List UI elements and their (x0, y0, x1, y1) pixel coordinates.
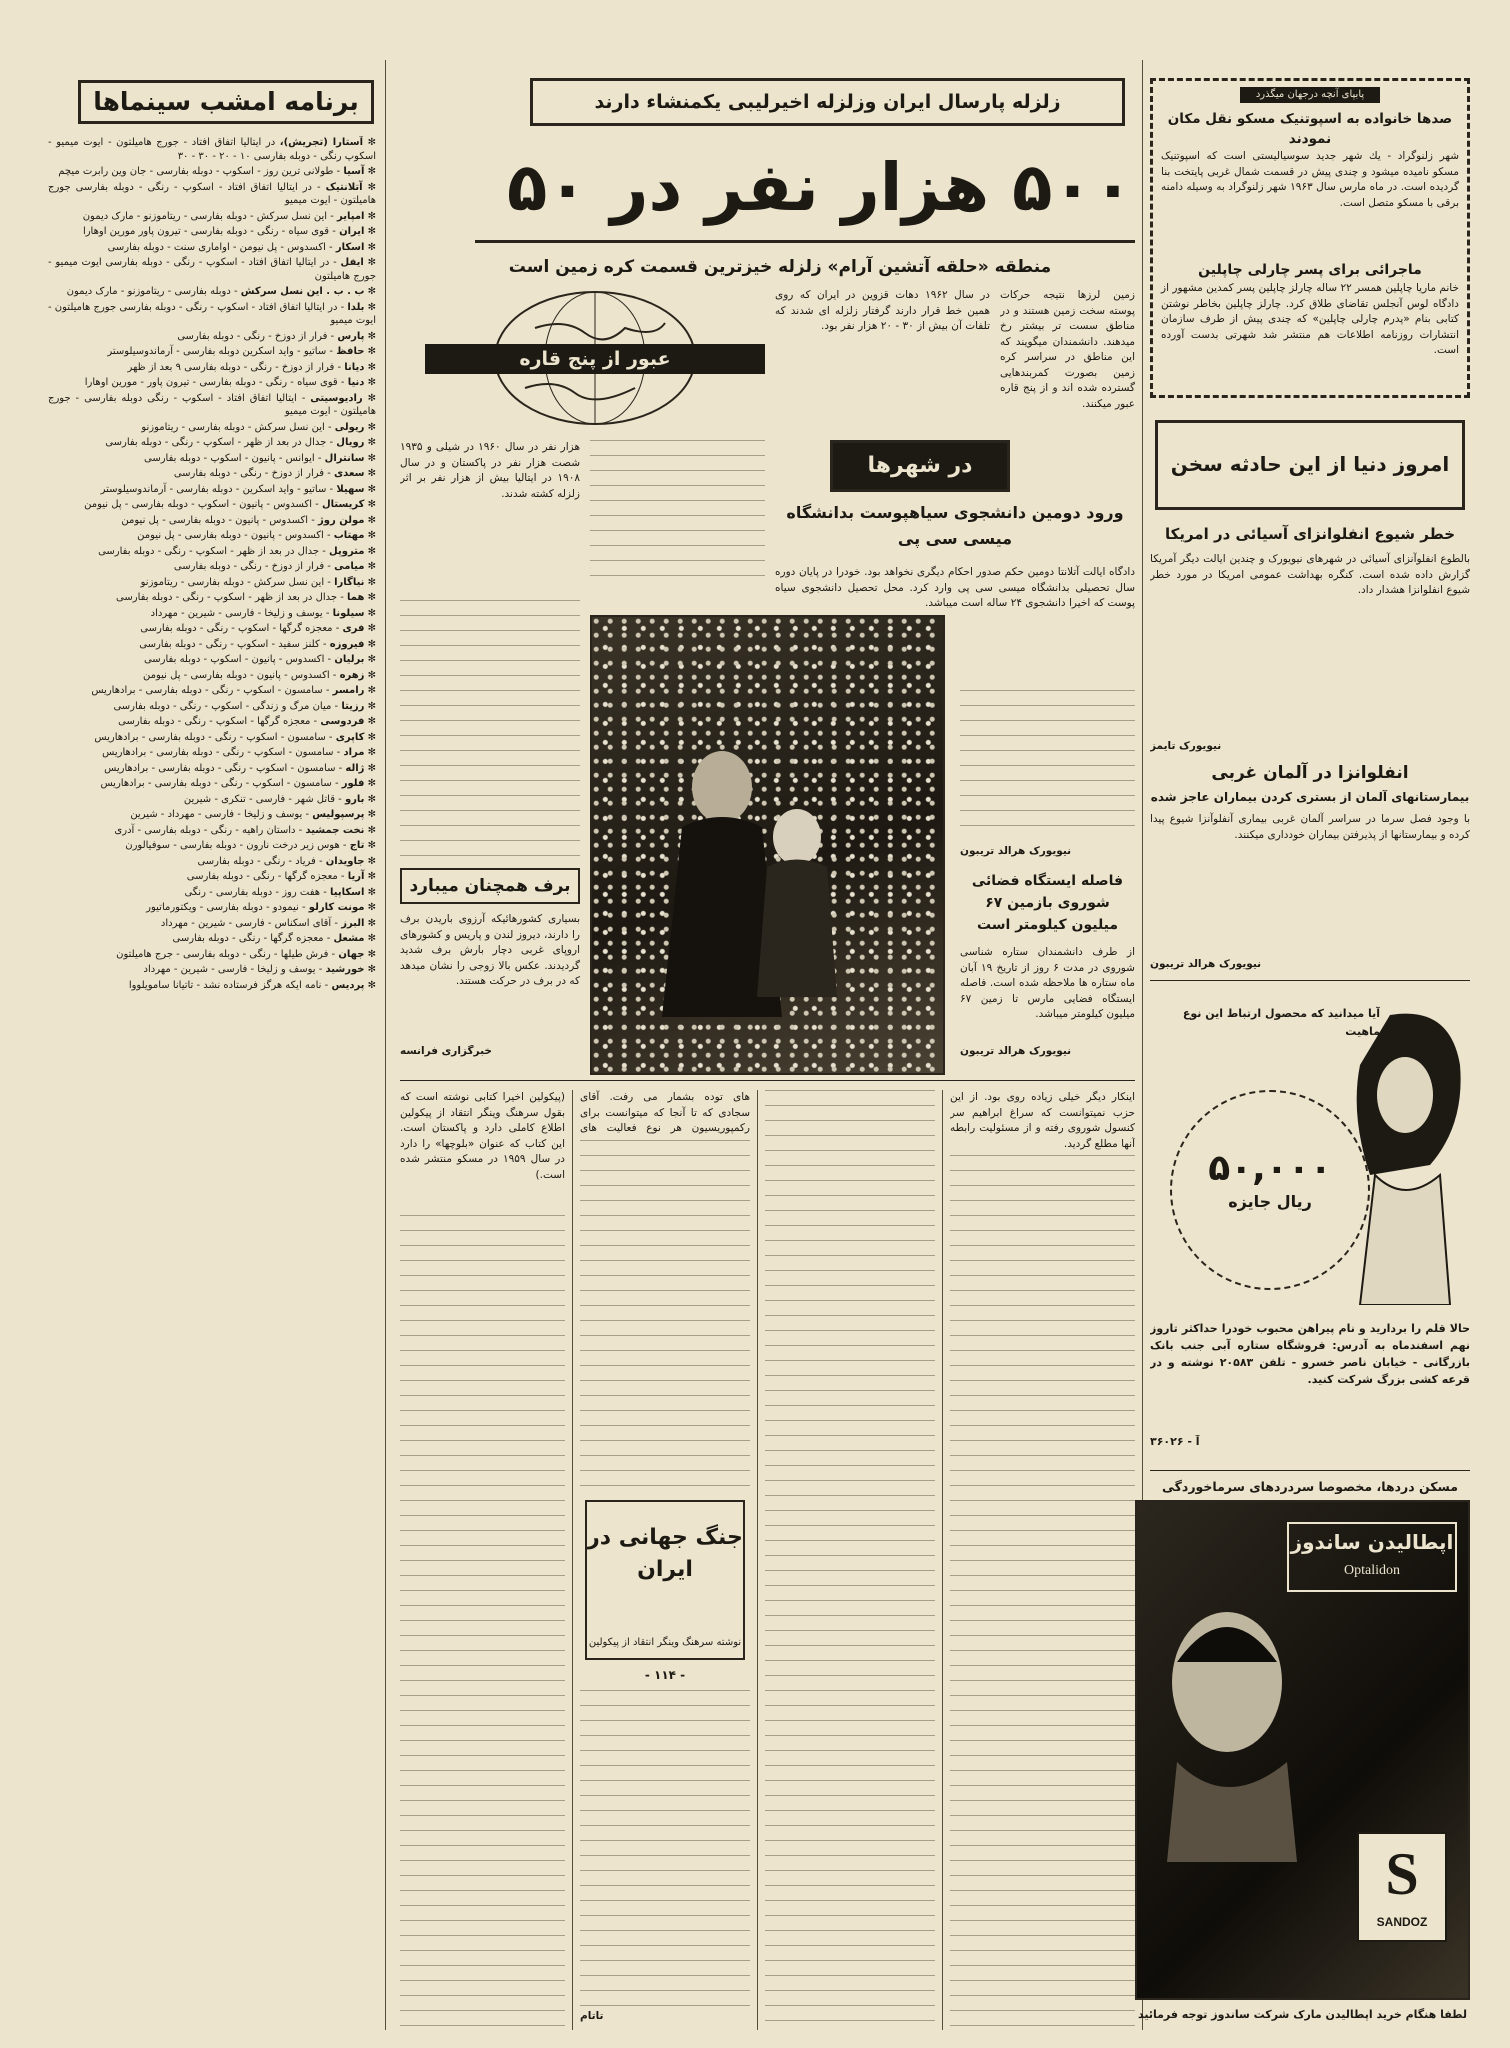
cinema-listing (48, 483, 376, 497)
cinema-name: حافظ (336, 346, 365, 357)
cinema-program: - فرار از دوزخ - رنگی - دوبله بفارسی (173, 468, 331, 479)
cinema-program: - هوس زیر درخت نارون - دوبله بفارسی - سوفیالورن (125, 840, 347, 851)
cinema-program: - جدال در بعد از ظهر - اسکوپ - رنگی - دوبله بفارسی (116, 592, 344, 603)
bullet-icon: ✻ (364, 809, 376, 820)
cinema-listing (48, 136, 376, 163)
cinema-listing (48, 855, 376, 869)
cinema-name: دنیا (347, 377, 365, 388)
cinema-listing (48, 948, 376, 962)
optalidon-advertisement (1135, 1500, 1470, 2000)
cinema-program: - قوی سیاه - رنگی - دوبله بفارسی - تیرون پاور مورین اوهارا (82, 226, 336, 237)
cinema-program: - اکسدوس - پانیون - اسکوپ - دوبله بفارسی (143, 654, 332, 665)
bullet-icon: ✻ (364, 778, 376, 789)
cinema-listing (48, 545, 376, 559)
cinema-listing (48, 576, 376, 590)
cinema-listing (48, 669, 376, 683)
bullet-icon: ✻ (364, 576, 376, 588)
chaplin-body: خانم ماریا چاپلین همسر ۲۲ ساله چارلز چاپلین پسر کمدین مشهور از دادگاه لوس آنجلس تقاضای طلاق کرد. چارلز چاپلین بخاطر نوشتن کتابی بنام «پدرم چارلی چاپلین» که چندی پیش از طرف سازمان انتشارات روزنامه اطلاعات هم منتشر شد شهرتی بدست آورده است. (1161, 282, 1459, 356)
cinema-name: فری (342, 623, 365, 634)
shirt-ad-code: آ - ۳۶۰۲۶ (1150, 1435, 1200, 1448)
bullet-icon: ✻ (364, 964, 376, 975)
cinema-name: بارو (344, 793, 365, 805)
cinema-listing (48, 301, 376, 328)
cinema-name: کاپری (335, 731, 365, 743)
cinema-name: ب . ب . این نسل سرکش (240, 286, 365, 297)
shirt-prize-unit: ریال جایزه (1228, 1192, 1312, 1211)
cinema-listing (48, 181, 376, 208)
cinema-program: - معجزه گرگها - اسکوپ - رنگی - دوبله بفارسی (118, 716, 318, 727)
serial-col2-text: های توده بشمار می رفت. آقای سجادی که تا آنجا که میتوانست برای رکمپوریسیون هر نوع فعالیت های (580, 1091, 750, 1134)
serial-col1-lines (400, 1215, 565, 2030)
cinema-program: - یوسف و زلیخا - فارسی - شیرین - مهرداد (143, 964, 323, 975)
bullet-icon: ✻ (364, 530, 376, 541)
cinema-listing (48, 793, 376, 807)
cinema-name: برلیان (334, 654, 365, 665)
cinema-program: - در ایتالیا اتفاق افتاد - اسکوپ - رنگی - دوبله بفارسی ایوت میمیو - جورج هامیلتون (48, 257, 376, 282)
bullet-icon: ✻ (364, 499, 376, 510)
bullet-icon: ✻ (363, 137, 376, 148)
column-divider (385, 60, 386, 2030)
snow-body: بسیاری کشورهائیکه آرزوی باریدن برف را دارند، دیروز لندن و پاریس و کشورهای اروپای غربی دچار بارش برف شدید گردیدند. عکس بالا زوجی را نشان میدهد که در برف در حرکت هستند. (400, 913, 580, 987)
serial-signature: تاتام (580, 2010, 604, 2022)
bullet-icon: ✻ (363, 257, 376, 268)
prize-circle (1170, 1090, 1370, 1290)
cinema-name: فردوسی (320, 716, 365, 727)
cinema-listing (48, 653, 376, 667)
lead-headline: ۵۰۰ هزار نفر در ۵۰ (507, 149, 1133, 226)
cinema-listing (48, 285, 376, 299)
serial-col4-text: اینکار دیگر خیلی زیاده روی بود. از این حزب نمیتوانست که سراغ ابراهیم سر کنسول شوروی رفته و از مسئولیت رابطه آنها مطلع گردید. (950, 1091, 1135, 1150)
cinema-listing (48, 560, 376, 574)
bullet-icon: ✻ (364, 654, 376, 665)
cinema-listing (48, 436, 376, 450)
bullet-icon: ✻ (364, 638, 376, 650)
cinema-listing (48, 210, 376, 224)
bullet-icon: ✻ (364, 301, 376, 313)
cinema-program: - قوی سیاه - رنگی - دوبله بفارسی - تیرون پاور - مورین اوهارا (84, 377, 345, 388)
cinema-listing (48, 467, 376, 481)
cinema-name: رامسر (332, 685, 365, 696)
cinema-listing (48, 746, 376, 760)
cities-body: دادگاه ایالت آتلانتا دومین حکم صدور احکام دیگری نخواهد بود. خودرا در پایان دوره سال تحصیلی بدانشگاه میسی سی پی وارد کرد. محل تحصیل دانشجوی سیاه پوست که اخیرا دانشجوی ۲۴ ساله است میباشد. (775, 566, 1135, 609)
bullet-icon: ✻ (364, 514, 376, 526)
cinema-name: نیاگارا (334, 576, 365, 588)
germany-flu-body: با وجود فصل سرما در سراسر آلمان غربی بیماری آنفلوآنزا شیوع پیدا کرده و بیمارستانها از پذیرفتن بیماران خودداری میکنند. (1150, 813, 1470, 841)
bullet-icon: ✻ (362, 181, 376, 193)
cities-headline: ورود دومین دانشجوی سیاهپوست بدانشگاه میسی سی پی (786, 503, 1124, 548)
serial-col2b-lines (580, 1690, 750, 2010)
cinema-listing (48, 392, 376, 419)
cinema-name: اسکاپیا (330, 886, 365, 898)
optalidon-brand-fa: اپطالیدن ساندوز (1290, 1530, 1454, 1554)
shirt-ad-top: آیا میدانید که محصول ارتباط این نوع ماهیت (1182, 1007, 1380, 1038)
bullet-icon: ✻ (364, 346, 376, 357)
cinema-program: - سامسون - اسکوپ - رنگی - دوبله بفارسی - برادهاریس (102, 747, 341, 758)
cinema-program: - این نسل سرکش - دوبله بفارسی - ریتاموزنو - مارک دیمون (82, 210, 334, 222)
cinema-program: - اکسدوس - پانیون - دوبله بفارسی - پل نیومن (137, 530, 331, 541)
cinema-name: میامی (334, 561, 365, 572)
flu-headline: خطر شیوع انفلوانزای آسیائی در امریکا (1164, 525, 1456, 543)
optalidon-brand-box (1287, 1522, 1457, 1592)
cinema-name: مشعل (333, 933, 365, 944)
bullet-icon: ✻ (364, 948, 376, 960)
war-book-subtitle: نوشته سرهنگ وینگر انتقاد از پیکولین (588, 1637, 742, 1648)
cinema-listing (48, 165, 376, 179)
cinema-listing (48, 638, 376, 652)
optalidon-bottom: لطفا هنگام خرید اپطالیدن مارک شرکت ساندوز توجه فرمائید (1137, 2008, 1468, 2021)
cinema-name: پارس (337, 330, 365, 342)
germany-flu-subhead: بیمارستانهای آلمان از بستری کردن بیماران عاجز شده (1150, 790, 1470, 804)
bullet-icon: ✻ (364, 561, 376, 572)
bullet-icon: ✻ (364, 747, 376, 758)
cinema-name: سعدی (334, 468, 365, 479)
bullet-icon: ✻ (364, 855, 376, 867)
cinema-name: سیلونا (332, 607, 365, 619)
war-book-title: جنگ جهانی در ایران (587, 1525, 743, 1582)
cinema-listing (48, 514, 376, 528)
cinema-name: آریا (347, 871, 365, 882)
cinema-name: پردیس (331, 979, 365, 991)
cinema-name: مراد (343, 747, 365, 758)
snow-photo (590, 615, 945, 1075)
cinema-program: در ایتالیا اتفاق افتاد - جورج هامیلتون - ایوت میمیو - اسکوپ رنگی - دوبله بفارسی ۱۰ - ۲۰ - ۳۰ - ۳۰ (48, 137, 376, 162)
cinema-program: - اکسدوس - پل نیومن - اواماری سنت - دوبله بفارسی (107, 241, 333, 253)
bullet-icon: ✻ (364, 361, 376, 373)
cinema-listing (48, 824, 376, 838)
cinema-program: - نامه ایکه هرگز فرستاده نشد - تاتیانا سامویلووا (128, 979, 329, 991)
bullet-icon: ✻ (364, 421, 376, 433)
bullet-icon: ✻ (364, 377, 376, 388)
globe-caption: عبور از پنج قاره (519, 348, 671, 370)
bullet-icon: ✻ (364, 793, 376, 805)
germany-flu-source: نیویورک هرالد تریبون (1150, 958, 1262, 970)
bullet-icon: ✻ (364, 592, 376, 603)
ad-man-illustration (1147, 1562, 1297, 1862)
cinema-listing (48, 932, 376, 946)
shirt-advertisement (1150, 985, 1470, 1465)
cinema-listing (48, 839, 376, 853)
cinema-program: - نیمودو - دوبله بفارسی - ویکتورماتیور (146, 902, 306, 913)
bullet-icon: ✻ (364, 840, 376, 851)
bullet-icon: ✻ (364, 545, 376, 557)
cinema-listing (48, 361, 376, 375)
bullet-icon: ✻ (364, 166, 376, 177)
cinema-listing (48, 715, 376, 729)
world-today-banner (1155, 420, 1465, 510)
sandoz-maker: SANDOZ (1376, 1915, 1428, 1929)
cinema-program: - سامسون - اسکوپ - رنگی - دوبله بفارسی - برادهاریس (91, 685, 330, 696)
serial-col3-lines (765, 1090, 935, 2030)
cinema-listing (48, 684, 376, 698)
cinema-program: - ساتیو - واید اسکرین - دوبله بفارسی - آرماندوسیلوستر (100, 483, 334, 495)
cities-text-lines (960, 690, 1135, 840)
cinema-name: آستارا (تجریش)، (279, 137, 363, 148)
cinema-name: آسیا (343, 166, 365, 177)
world-today-title: امروز دنیا از این حادثه سخن (1170, 452, 1450, 476)
cinema-name: سهیلا (336, 483, 365, 495)
bullet-icon: ✻ (364, 483, 376, 495)
cinema-listing (48, 901, 376, 915)
bullet-icon: ✻ (364, 210, 376, 222)
war-book-ad (585, 1500, 745, 1660)
cinema-name: ایفل (340, 257, 364, 268)
cinema-name: پرسپولیس (312, 809, 365, 820)
cinema-program: - جدال در بعد از ظهر - اسکوپ - رنگی - دوبله بفارسی (105, 437, 334, 448)
cinema-program: - فریاد - رنگی - دوبله بفارسی (197, 855, 323, 867)
cinema-program: - این نسل سرکش - دوبله بفارسی - ریتاموزنو (140, 576, 331, 588)
bullet-icon: ✻ (364, 700, 376, 712)
cinema-name: نخت جمشید (305, 824, 365, 836)
bullet-icon: ✻ (362, 392, 376, 404)
bullet-icon: ✻ (364, 468, 376, 479)
cinema-listing (48, 700, 376, 714)
germany-flu-headline: انفلوانزا در آلمان غربی (1211, 763, 1409, 783)
cinema-listing (48, 256, 376, 283)
bullet-icon: ✻ (364, 685, 376, 696)
serial-col2-lines (580, 1140, 750, 1495)
cinema-name: امپایر (337, 210, 365, 222)
cinema-name: رادیوسیتی (310, 392, 363, 404)
cinema-name: زهره (339, 669, 365, 681)
section-rule (400, 1080, 1135, 1081)
cinema-name: مولن روژ (318, 514, 365, 526)
cinema-listing (48, 979, 376, 993)
cinema-program: - فرار از دوزخ - رنگی - دوبله بفارسی (173, 561, 331, 572)
bullet-icon: ✻ (364, 286, 376, 297)
cinema-program: - فرار از دوزخ - رنگی - دوبله بفارسی ۹ بعد از ظهر (127, 361, 342, 373)
optalidon-top: مسکن دردها، مخصوصا سردردهای سرماخوردگی (1162, 1479, 1458, 1494)
headline-rule (475, 240, 1135, 243)
cinema-listing (48, 777, 376, 791)
globe-graphic (425, 288, 765, 428)
cinema-program: - آقای اسکناس - فارسی - شیرین - مهرداد (160, 917, 338, 929)
lead-body-col2: در سال ۱۹۶۲ دهات قزوین در ایران که روی همین خط قرار دارند گرفتار زلزله ای شدند که تلفات آن بیش از ۳۰ - ۲۰ هزار نفر بود. (775, 289, 990, 332)
cinema-program: - معجزه گرگها - رنگی - دوبله بفارسی (186, 871, 345, 882)
bullet-icon: ✻ (364, 762, 376, 774)
cinema-program: - دوبله بفارسی - ریتاموزنو - مارک دیمون (66, 286, 238, 297)
cinema-name: جهان (338, 948, 365, 960)
cinema-program: - یوسف و زلیخا - فارسی - مهرداد - شیرین (130, 809, 310, 820)
serial-divider-1 (572, 1090, 573, 2030)
cinema-name: فلور (341, 778, 365, 789)
cinema-listing (48, 498, 376, 512)
cinema-name: بلدا (347, 301, 365, 313)
cinema-listing (48, 421, 376, 435)
cinema-program: - جدال در بعد از ظهر - اسکوپ - رنگی - دوبله بفارسی (98, 545, 326, 557)
bullet-icon: ✻ (364, 902, 376, 913)
cinema-name: جاویدان (325, 855, 365, 867)
chaplin-headline: ماجرائی برای پسر چارلی چاپلین (1198, 262, 1422, 278)
cinema-program: - معجزه گرگها - رنگی - دوبله بفارسی (172, 933, 331, 944)
cinema-program: - در ایتالیا اتفاق افتاد - اسکوپ - رنگی - دوبله بفارسی جورج هامیلتون - ایوت میمیو (48, 301, 376, 326)
space-headline: فاصله ایستگاه فضائی شوروی بازمین ۶۷ میلیون کیلومتر است (971, 873, 1124, 933)
cinema-listing (48, 241, 376, 255)
cinema-program: - طولانی ترین روز - اسکوپ - دوبله بفارسی - جان وین رابرت میچم (58, 166, 341, 177)
bullet-icon: ✻ (364, 607, 376, 619)
snow-title-box (400, 868, 580, 904)
serial-divider-3 (942, 1090, 943, 2030)
cinema-name: ایران (339, 226, 365, 237)
cinema-program: - داستان راهیه - رنگی - دوبله بفارسی - آدری (114, 824, 303, 836)
shirt-prize: ۵۰,۰۰۰ (1208, 1148, 1332, 1189)
bullet-icon: ✻ (364, 437, 376, 448)
cinema-program: - قاتل شهر - فارسی - تنکری - شیرین (183, 793, 342, 805)
bullet-icon: ✻ (364, 669, 376, 681)
moscow-tag: پابپای آنچه درجهان میگذرد (1240, 87, 1380, 103)
cinema-listing (48, 376, 376, 390)
cinema-name: متروپل (329, 545, 365, 557)
ad-divider (1150, 980, 1470, 981)
moscow-box (1150, 78, 1470, 398)
bullet-icon: ✻ (364, 886, 376, 898)
cinema-name: ژاله (345, 762, 365, 774)
cinema-listing (48, 917, 376, 931)
cinema-listing (48, 591, 376, 605)
cinema-listing (48, 607, 376, 621)
lead-text-lines-2 (590, 440, 765, 590)
space-source: نیویورک هرالد تریبون (960, 1045, 1072, 1057)
flu-source: نیویورک تایمز (1150, 740, 1222, 752)
cinema-name: دیانا (344, 361, 365, 373)
space-body: از طرف دانشمندان ستاره شناسی شوروی در مدت ۶ روز از تاریخ ۱۹ آبان ماه ستاره ها ملاحظه شده است. فاصله ایستگاه فضایی مارس تا زمین ۶۷ میلیون کیلومتر میباشد. (960, 946, 1135, 1020)
cinema-name: سانترال (324, 452, 365, 464)
moscow-body: شهر زلنوگراد - یك شهر جدید سوسیالیستی است که اسپوتنیک مسکو نامیده میشود و چندی پیش در قسمت شمال غربی پایتخت بنا گردیده است. در ماه مارس سال ۱۹۶۳ شهر زلنوگراد به وسیله دامنه برقی با مسکو متصل است. (1161, 150, 1460, 209)
cities-source: نیویورک هرالد تریبون (960, 845, 1072, 857)
ad-divider-2 (1150, 1470, 1470, 1471)
bullet-icon: ✻ (364, 824, 376, 836)
cinema-name: ریولی (334, 421, 365, 433)
cinema-title-box (78, 80, 374, 124)
cinema-program: - ایوانس - پانیون - اسکوپ - دوبله بفارسی (144, 452, 322, 464)
bullet-icon: ✻ (364, 452, 376, 464)
cinema-listings (48, 136, 376, 2026)
cinema-listing (48, 762, 376, 776)
bullet-icon: ✻ (364, 917, 376, 929)
cinema-program: - سامسون - اسکوپ - رنگی - دوبله بفارسی - برادهاریس (104, 762, 343, 774)
flu-body: بالطوع انفلوآنزای آسیائی در شهرهای نیویورک و چندین ایالت دیگر آمریکا گزارش داده شده است. کنگره بهداشت عمومی امریکا در مورد خطر شیوع انفلوانزا هشدار داد. (1150, 553, 1470, 596)
optalidon-brand-en: Optalidon (1344, 1563, 1400, 1578)
cinema-program: - فرار از دوزخ - رنگی - دوبله بفارسی (177, 330, 335, 342)
cinema-name: هما (347, 592, 365, 603)
serial-divider-2 (757, 1090, 758, 2030)
lead-body-col3: هزار نفر در سال ۱۹۶۰ در شیلی و ۱۹۳۵ شصت هزار نفر در پاکستان و در سال ۱۹۰۸ در ایتالیا بیش از هزار نفر بر اثر زلزله کشته شدند. (400, 441, 580, 500)
cinema-program: - سامسون - اسکوپ - رنگی - دوبله بفارسی - برادهاریس (94, 731, 333, 743)
cinema-name: رزیتا (341, 700, 365, 712)
lead-text-lines (400, 600, 580, 860)
moscow-headline: صدها خانواده به اسپوتنیک مسکو نقل مکان نمودند (1167, 111, 1453, 147)
cinema-name: رویال (336, 437, 365, 448)
cinema-program: - اکسدوس - پانیون - دوبله بفارسی - پل نیومن (121, 514, 315, 526)
lead-subhead: منطقه «حلقه آتشین آرام» زلزله خیزترین قسمت کره زمین است (508, 257, 1052, 277)
cinema-listing (48, 330, 376, 344)
bullet-icon: ✻ (364, 933, 376, 944)
cinema-name: مونت کارلو (308, 902, 365, 913)
bullet-icon: ✻ (364, 871, 376, 882)
lead-kicker-box (530, 78, 1125, 126)
bullet-icon: ✻ (364, 716, 376, 727)
cinema-program: - ایتالیا اتفاق افتاد - اسکوپ - رنگی دوبله بفارسی - جورج هامیلتون - ایوت میمیو (48, 392, 376, 417)
bullet-icon: ✻ (364, 979, 376, 991)
cinema-name: اسکار (335, 241, 365, 253)
serial-intro: (پیکولین اخیرا کتابی نوشته است که بقول سرهنگ وینگر انتقاد از پیکولین اطلاع کاملی دارد و پاکستان است. این کتاب که عنوان «بلوچها» را دارد در سال ۱۹۵۹ در مسکو منتشر شده است.) (400, 1091, 565, 1181)
bullet-icon: ✻ (364, 330, 376, 342)
cinema-program: - اکسدوس - پانیون - اسکوپ - دوبله بفارسی - پل نیومن (84, 499, 319, 510)
cinema-program: - هفت روز - دوبله بفارسی - رنگی (184, 886, 327, 898)
cinema-listing (48, 808, 376, 822)
cinema-listing (48, 452, 376, 466)
bullet-icon: ✻ (364, 241, 376, 253)
cinema-listing (48, 529, 376, 543)
cinema-name: تاج (349, 840, 365, 851)
cinema-program: - فرش طیلها - رنگی - دوبله بفارسی - جرج هامیلتون (116, 948, 336, 960)
cinema-name: خورشید (325, 964, 365, 975)
cinema-program: - در ایتالیا اتفاق افتاد - اسکوپ - رنگی - دوبله بفارسی جورج هامیلتون - ایوت میمیو (48, 181, 376, 206)
bullet-icon: ✻ (364, 731, 376, 743)
cinema-program: - این نسل سرکش - دوبله بفارسی - ریتاموزنو (141, 421, 332, 433)
cinema-name: فیروزه (329, 638, 365, 650)
cinema-name: آتلانتیک (325, 181, 363, 193)
cities-section-title: در شهرها (867, 453, 973, 478)
cinema-program: - اکسدوس - پانیون - دوبله بفارسی - پل نیومن (143, 669, 337, 681)
cinema-listing (48, 870, 376, 884)
lead-kicker: زلزله پارسال ایران وزلزله اخیرلیبی یکمنشاء دارند (594, 91, 1061, 113)
cinema-program: - میان مرگ و زندگی - اسکوپ - رنگی - دوبله بفارسی (113, 700, 339, 712)
snow-title: برف همچنان میبارد (409, 876, 571, 896)
cinema-program: - ساتیو - واید اسکرین دوبله بفارسی - آرماندوسیلوستر (107, 346, 334, 357)
snow-source: خبرگزاری فرانسه (400, 1045, 492, 1057)
cinema-name: البرز (341, 917, 365, 929)
cities-section-box (830, 440, 1010, 492)
bullet-icon: ✻ (364, 226, 376, 237)
cinema-program: - سامسون - اسکوپ - رنگی - دوبله بفارسی - برادهاریس (100, 778, 339, 789)
cinema-name: مهتاب (333, 530, 365, 541)
cinema-program: - یوسف و زلیخا - فارسی - شیرین - مهرداد (150, 607, 330, 619)
cinema-name: کریستال (321, 499, 365, 510)
cinema-listing (48, 731, 376, 745)
cinema-listing (48, 622, 376, 636)
bullet-icon: ✻ (364, 623, 376, 634)
serial-col4-lines (950, 1155, 1135, 2030)
cinema-listing (48, 345, 376, 359)
serial-chapter-number: - ۱۱۴ - (644, 1668, 686, 1682)
cinema-listing (48, 225, 376, 239)
cinema-program: - کلنز سفید - اسکوپ - رنگی - دوبله بفارسی (139, 638, 327, 650)
shirt-ad-bottom: حالا قلم را بردارید و نام پیراهن محبوب خودرا حداکثر تاروز نهم اسفندماه به آدرس: فروشگاه ستاره آبی جنب بانک بازرگانی - خیابان ناصر خسرو - تلفن ۲۰۵۸۳ نوشته و در قرعه کشی بزرگ شرکت کنید. (1150, 1322, 1470, 1386)
lead-body-col1: زمین لرزها نتیجه حرکات پوسته سخت زمین هستند و در مناطق سست تر بیشتر رخ میدهند. دانشمندان میگویند که این مناطق در سراسر کره زمین بصورت کمربندهایی گسترده شده اند و از پنج قاره عبور میکنند. (1000, 289, 1135, 410)
cinema-listing (48, 963, 376, 977)
sandoz-logo: S SANDOZ (1357, 1832, 1447, 1942)
cinema-program: - معجزه گرگها - اسکوپ - رنگی - دوبله بفارسی (140, 623, 340, 634)
cinema-listing (48, 886, 376, 900)
cinema-title: برنامه امشب سینماها (93, 87, 359, 116)
